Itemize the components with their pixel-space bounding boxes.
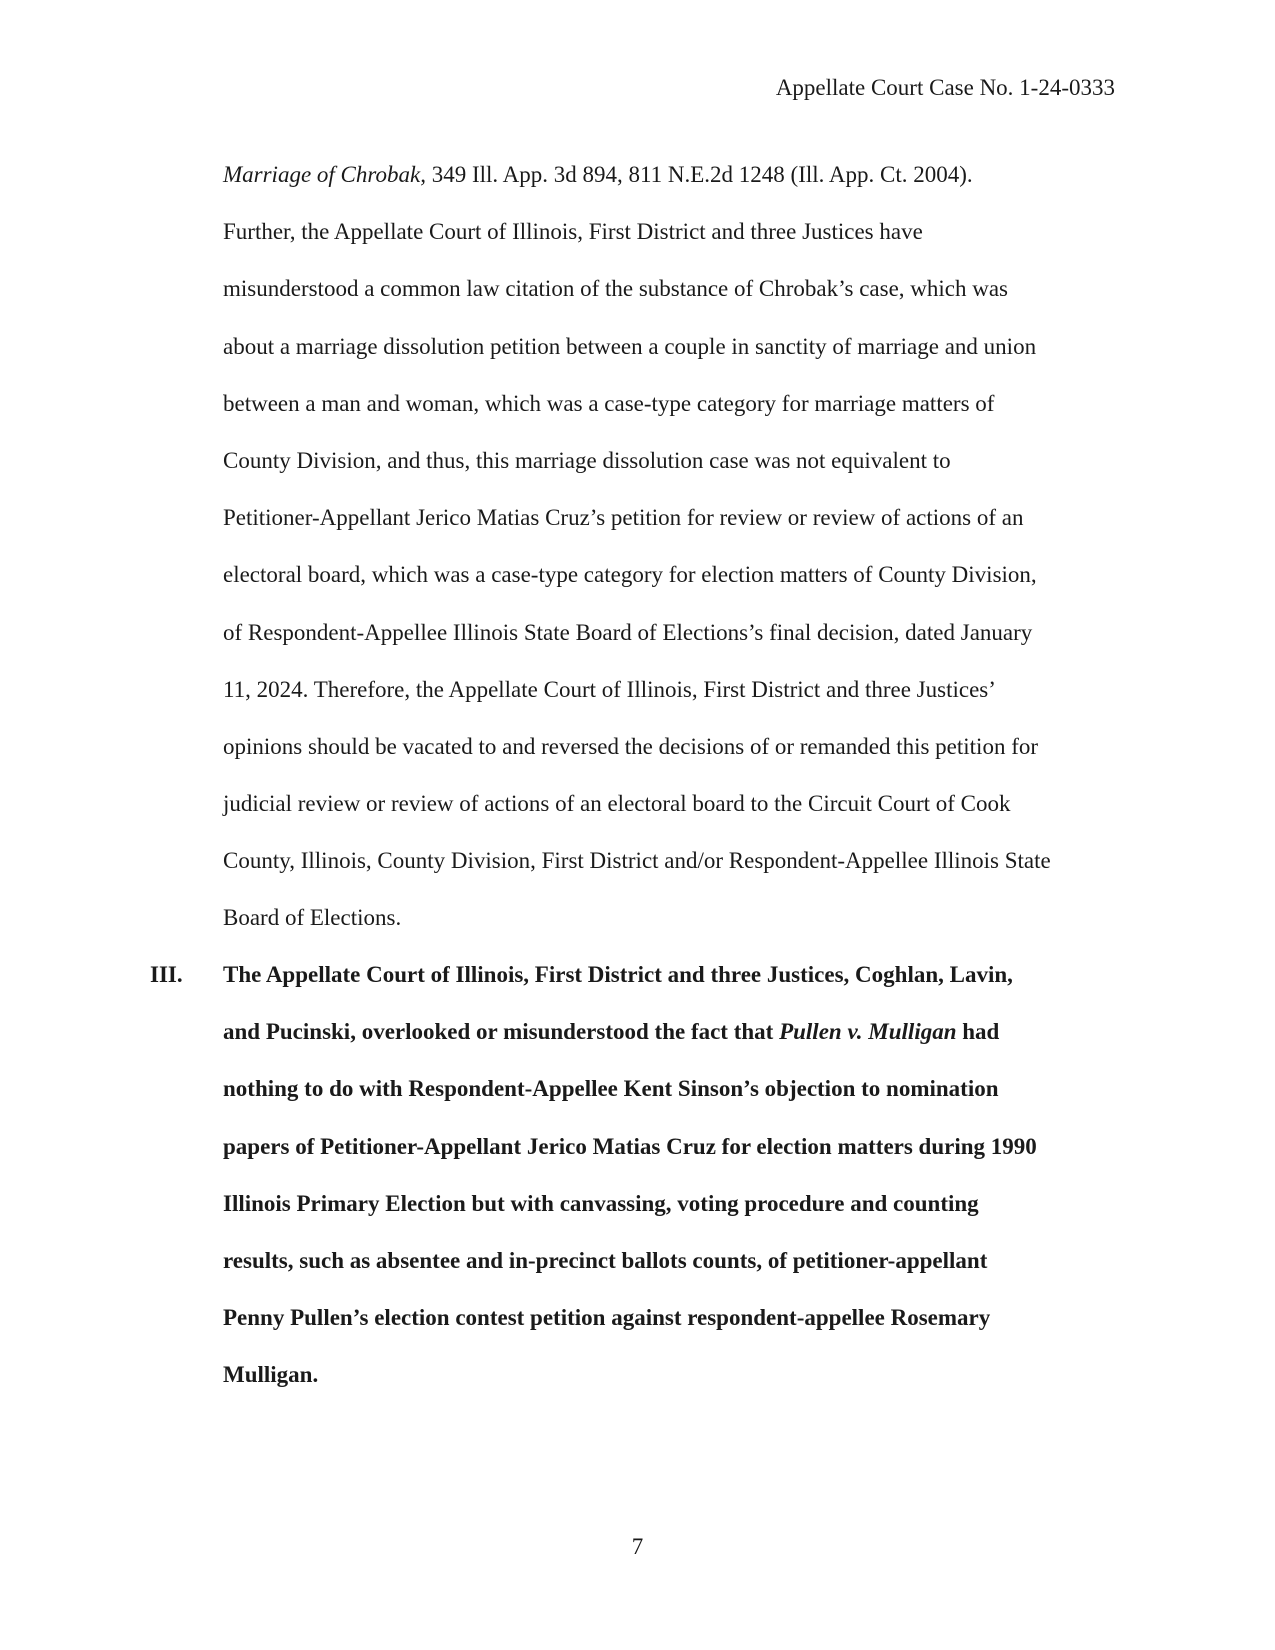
page-number: 7 [631,1534,644,1559]
heading-text: and Pucinski, overlooked or misunderstood the fact that [223,1019,780,1045]
body-line: misunderstood a common law citation of the substance of Chrobak’s case, which was [223,276,1009,302]
body-line: between a man and woman, which was a case-type category for marriage matters of [223,390,995,416]
body-line: Board of Elections. [223,905,402,931]
citation-text: 349 Ill. App. 3d 894, 811 N.E.2d 1248 (Ill. App. Ct. 2004). [425,162,973,187]
case-name-italic: Pullen v. Mulligan [779,1019,957,1045]
case-number-header: Appellate Court Case No. 1-24-0333 [775,75,1115,100]
heading-line: results, such as absentee and in-precinct ballots counts, of petitioner-appellant [223,1247,988,1273]
body-line: about a marriage dissolution petition between a couple in sanctity of marriage and union [223,333,1037,359]
body-line: Petitioner-Appellant Jerico Matias Cruz’s petition for review or review of actions of an [223,505,1024,531]
heading-line: nothing to do with Respondent-Appellee Kent Sinson’s objection to nomination [223,1076,999,1102]
heading-line: Illinois Primary Election but with canvassing, voting procedure and counting [223,1190,979,1216]
heading-line-2 [223,1003,1123,1060]
body-line: judicial review or review of actions of an electoral board to the Circuit Court of Cook [223,791,1011,817]
heading-text: had [956,1019,1000,1045]
body-line: opinions should be vacated to and reversed the decisions of or remanded this petition for [223,733,1039,759]
heading-line: The Appellate Court of Illinois, First District and three Justices, Coghlan, Lavin, [223,962,1013,987]
body-line: County, Illinois, County Division, First District and/or Respondent-Appellee Illinois State [223,848,1051,874]
section-numeral: III. [150,962,183,987]
body-line: of Respondent-Appellee Illinois State Board of Elections’s final decision, dated January [223,619,1033,645]
heading-line: Penny Pullen’s election contest petition against respondent-appellee Rosemary [223,1305,991,1331]
body-line: electoral board, which was a case-type category for election matters of County Division, [223,562,1037,588]
body-line: 11, 2024. Therefore, the Appellate Court of Illinois, First District and three Justices’ [223,676,996,702]
case-citation-italic: Marriage of Chrobak, [223,162,426,187]
body-line-1 [223,146,1123,203]
section-heading-text [223,946,1123,1404]
heading-line: Mulligan. [223,1362,319,1388]
heading-line: papers of Petitioner-Appellant Jerico Matias Cruz for election matters during 1990 [223,1133,1037,1159]
body-line: Further, the Appellate Court of Illinois, First District and three Justices have [223,219,923,245]
body-paragraph [223,146,1123,947]
body-line: County Division, and thus, this marriage dissolution case was not equivalent to [223,447,951,473]
